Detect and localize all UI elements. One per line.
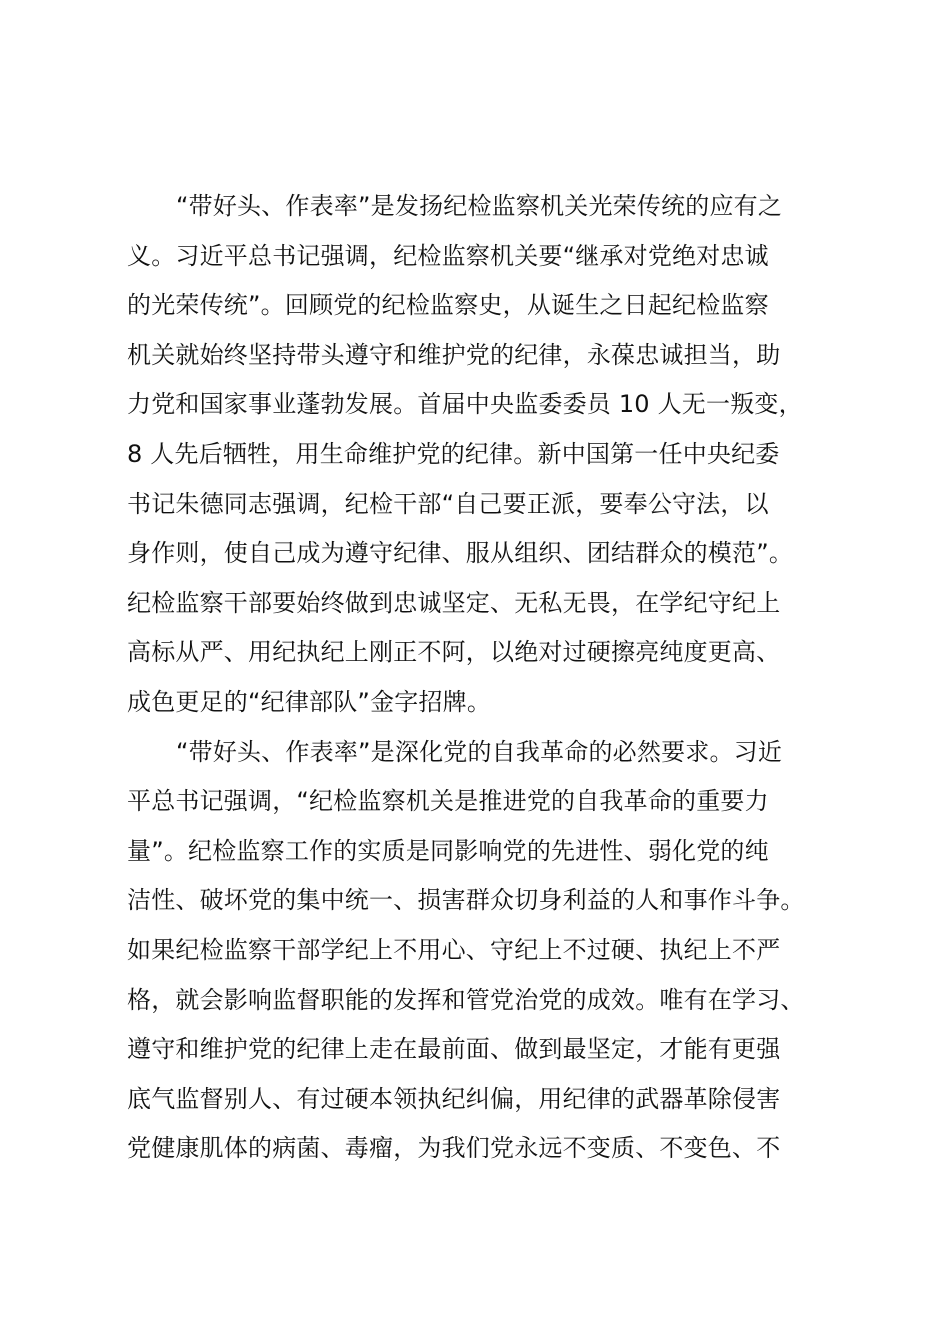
text-line: 义。习近平总书记强调，纪检监察机关要“继承对党绝对忠诚 — [127, 241, 769, 270]
text-line: 遵守和维护党的纪律上走在最前面、做到最坚定，才能有更强 — [127, 1035, 781, 1064]
text-line: 如果纪检监察干部学纪上不用心、守纪上不过硬、执纪上不严 — [127, 935, 781, 964]
text-line: 成色更足的“纪律部队”金字招牌。 — [127, 687, 492, 716]
text-line: 高标从严、用纪执纪上刚正不阿，以绝对过硬擦亮纯度更高、 — [127, 638, 781, 667]
text-line: 身作则，使自己成为遵守纪律、服从组织、团结群众的模范”。 — [127, 539, 794, 568]
text-line: “带好头、作表率”是深化党的自我革命的必然要求。习近 — [176, 737, 783, 766]
text-line: 党健康肌体的病菌、毒瘤，为我们党永远不变质、不变色、不 — [127, 1134, 781, 1163]
text-line: 量”。纪检监察工作的实质是同影响党的先进性、弱化党的纯 — [127, 836, 769, 865]
text-line: “带好头、作表率”是发扬纪检监察机关光荣传统的应有之 — [176, 192, 783, 220]
text-line: 8 人先后牺牲，用生命维护党的纪律。新中国第一任中央纪委 — [127, 439, 780, 468]
paragraph-1 — [127, 182, 837, 728]
text-line: 书记朱德同志强调，纪检干部“自己要正派，要奉公守法，以 — [127, 489, 769, 518]
document-body — [127, 182, 837, 1174]
text-line: 底气监督别人、有过硬本领执纪纠偏，用纪律的武器革除侵害 — [127, 1084, 781, 1113]
text-line: 纪检监察干部要始终做到忠诚坚定、无私无畏，在学纪守纪上 — [127, 588, 781, 617]
text-line: 力党和国家事业蓬勃发展。首届中央监委委员 10 人无一叛变， — [127, 390, 803, 419]
text-line: 的光荣传统”。回顾党的纪检监察史，从诞生之日起纪检监察 — [127, 291, 769, 320]
paragraph-2 — [127, 728, 837, 1174]
text-line: 洁性、破坏党的集中统一、损害群众切身利益的人和事作斗争。 — [127, 886, 805, 915]
text-line: 格，就会影响监督职能的发挥和管党治党的成效。唯有在学习、 — [127, 985, 805, 1014]
text-line: 平总书记强调，“纪检监察机关是推进党的自我革命的重要力 — [127, 787, 769, 816]
text-line: 机关就始终坚持带头遵守和维护党的纪律，永葆忠诚担当，助 — [127, 340, 781, 369]
